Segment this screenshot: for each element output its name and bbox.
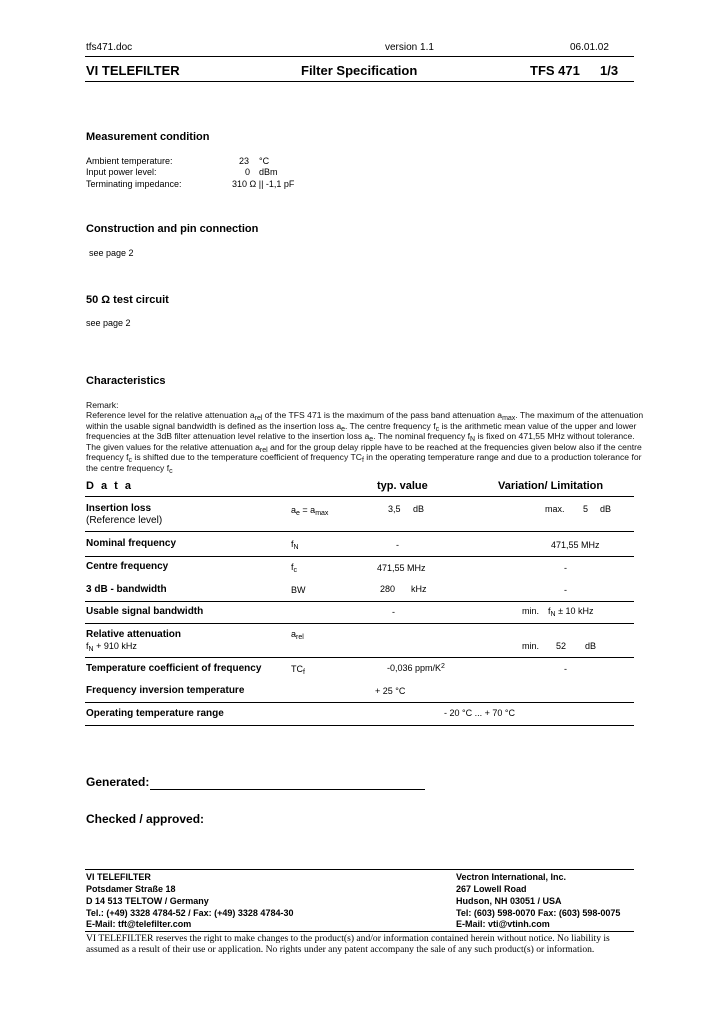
table-head-data: D a t a (86, 480, 134, 492)
param-name: Nominal frequency (86, 538, 177, 549)
param-symbol: $f_c$ (291, 562, 298, 574)
measurement-heading: Measurement condition (86, 131, 210, 143)
limit-expression: $f_N \pm 10$ kHz (548, 606, 594, 618)
param-symbol: $f_N$ (291, 539, 299, 551)
footer-right-line: Tel: (603) 598-0070 Fax: (603) 598-0075 (456, 908, 621, 918)
construction-heading: Construction and pin connection (86, 223, 259, 235)
table-divider (85, 496, 634, 497)
header-part: TFS 471 (530, 63, 580, 78)
param-name: Relative attenuation (86, 629, 182, 640)
typ-value: 471,55 MHz (377, 563, 426, 573)
param-name: Frequency inversion temperature (86, 685, 245, 696)
footer-left-line: VI TELEFILTER (86, 872, 151, 882)
remark-label: Remark: (86, 400, 119, 410)
table-head-variation: Variation/ Limitation (498, 480, 604, 492)
limit-value: 5 (583, 504, 589, 514)
typ-unit: kHz (411, 584, 427, 594)
table-divider (85, 725, 634, 726)
measurement-label: Ambient temperature: (86, 156, 173, 166)
header-company: VI TELEFILTER (86, 63, 180, 78)
measurement-value: 0 (245, 167, 251, 177)
doc-filename: tfs471.doc (86, 42, 133, 53)
measurement-value: 310 Ω || -1,1 pF (232, 179, 295, 189)
remark-line: within the usable signal bandwidth is defined as the insertion loss $a_e$. The centre frequency $f_c$ is the arithmetic mean value of the upper and lower (86, 420, 637, 433)
typ-value: - (392, 607, 395, 617)
limit-qualifier: min. (522, 606, 540, 616)
typ-value: 280 (380, 584, 396, 594)
table-divider (85, 556, 634, 557)
footer-disclaimer: VI TELEFILTER reserves the right to make changes to the product(s) and/or information contained herein without notice. No liability is (86, 933, 610, 944)
param-subname: $f_N + 910$ kHz (86, 641, 137, 653)
limit-value: - (564, 664, 567, 674)
limit-qualifier: max. (545, 504, 565, 514)
typ-value: -0,036 ppm/$K^2$ (387, 663, 445, 673)
header-title: Filter Specification (301, 63, 418, 78)
typ-unit: dB (413, 504, 425, 514)
limit-value: - (564, 563, 567, 573)
checked-label: Checked / approved: (86, 812, 205, 826)
doc-version: version 1.1 (385, 42, 434, 53)
footer-right-line: 267 Lowell Road (456, 884, 527, 894)
construction-text: see page 2 (89, 248, 134, 258)
header-page: 1/3 (600, 63, 619, 78)
footer-divider (85, 869, 634, 870)
param-symbol: $a_{rel}$ (291, 629, 304, 641)
test-circuit-heading: 50 Ω test circuit (86, 294, 169, 306)
remark-line: Reference level for the relative attenuation $a_{rel}$ of the TFS 471 is the maximum of the pass band attenuation $a_{max}$. The maximum of the attenuation (86, 410, 644, 422)
header-divider (85, 81, 634, 82)
top-divider (85, 56, 634, 57)
generated-signature-line (150, 789, 425, 790)
param-symbol: $a_e = a_{max}$ (291, 505, 329, 517)
footer-divider (85, 931, 634, 932)
footer-left-line: Tel.: (+49) 3328 4784-52 / Fax: (+49) 3328 4784-30 (86, 908, 294, 918)
footer-right-line: E-Mail: vti@vtinh.com (456, 919, 550, 929)
limit-value: 471,55 MHz (551, 540, 600, 550)
measurement-label: Terminating impedance: (86, 179, 182, 189)
characteristics-heading: Characteristics (86, 375, 166, 387)
param-subname: (Reference level) (86, 515, 163, 526)
doc-date: 06.01.02 (570, 42, 609, 53)
footer-right-line: Vectron International, Inc. (456, 872, 567, 882)
generated-label: Generated: (86, 775, 150, 789)
limit-unit: dB (585, 641, 597, 651)
param-name: Centre frequency (86, 561, 169, 572)
table-divider (85, 623, 634, 624)
param-name: Operating temperature range (86, 708, 224, 719)
operating-range: - 20 °C ... + 70 °C (444, 708, 515, 718)
table-divider (85, 657, 634, 658)
typ-value: 3,5 (388, 504, 401, 514)
remark-line: frequency $f_c$ is shifted due to the temperature coefficient of frequency $TC_f$ in the operating temperature range and due to a production tolerance for (86, 452, 642, 464)
measurement-label: Input power level: (86, 167, 157, 177)
limit-value: - (564, 585, 567, 595)
limit-value: 52 (556, 641, 567, 651)
footer-right-line: Hudson, NH 03051 / USA (456, 896, 562, 906)
remark-line: the centre frequency $f_c$ (86, 462, 173, 475)
measurement-unit: °C (259, 156, 270, 166)
param-symbol: BW (291, 585, 306, 595)
param-symbol: $TC_f$ (291, 664, 305, 676)
limit-unit: dB (600, 504, 612, 514)
footer-disclaimer: assumed as a result of their use or application. No rights under any patent accompany the sale of any such product(s) or information. (86, 944, 595, 955)
param-name: Insertion loss (86, 503, 152, 514)
footer-left-line: D 14 513 TELTOW / Germany (86, 896, 209, 906)
table-head-typ: typ. value (377, 480, 428, 492)
typ-value: - (396, 540, 399, 550)
remark-line: The given values for the relative attenuation $a_{rel}$ and for the group delay ripple have to be reached at the frequencies given below also if the centre (86, 441, 642, 454)
table-divider (85, 531, 634, 532)
test-circuit-text: see page 2 (86, 318, 131, 328)
param-name: Temperature coefficient of frequency (86, 663, 262, 674)
param-name: Usable signal bandwidth (86, 606, 204, 617)
table-divider (85, 702, 634, 703)
param-name: 3 dB - bandwidth (86, 584, 167, 595)
footer-left-line: Potsdamer Straße 18 (86, 884, 176, 894)
remark-line: frequencies at the 3dB filter attenuation level relative to the insertion loss $a_e$. The nominal frequency $f_N$ is fixed on 471,55 MHz without tolerance. (86, 431, 635, 443)
footer-left-line: E-Mail: tft@telefilter.com (86, 919, 192, 929)
limit-qualifier: min. (522, 641, 540, 651)
measurement-unit: dBm (259, 167, 278, 177)
typ-value: + 25 °C (375, 686, 406, 696)
table-divider (85, 601, 634, 602)
measurement-value: 23 (239, 156, 250, 166)
